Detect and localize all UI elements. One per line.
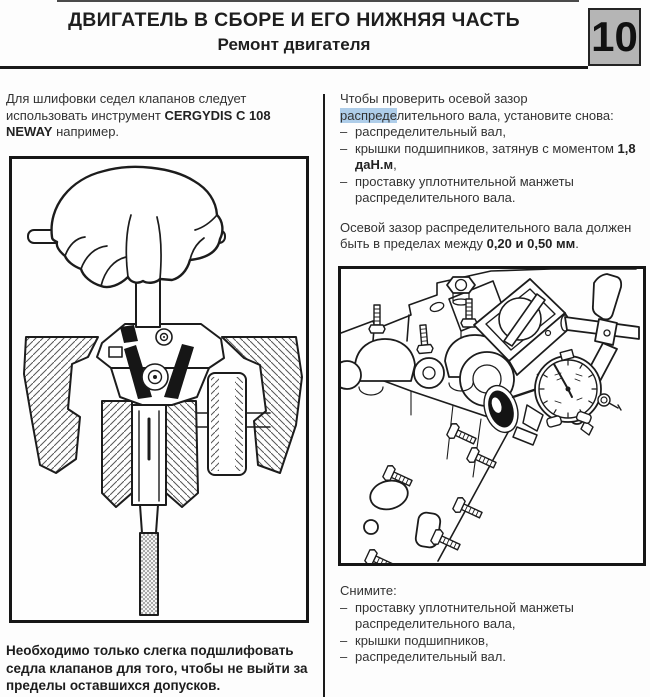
list-item (340, 124, 646, 141)
remove-item-spacer: проставку уплотнительной манжеты распределительного вала, (355, 599, 574, 631)
list-item (340, 174, 646, 207)
remove-list (340, 600, 640, 666)
install-item-caps-text: крышки подшипников, затянув с моментом (355, 140, 618, 156)
list-item (340, 649, 640, 666)
list-item (340, 141, 646, 174)
highlighted-selection: распреде (340, 107, 397, 123)
camshaft-endplay-illustration (341, 269, 643, 563)
install-item-caps (355, 141, 646, 174)
remove-title: Снимите: (340, 583, 397, 598)
tool-name: CERGYDIS C 108 NEWAY (6, 107, 271, 139)
install-item-caps-tail: , (393, 157, 397, 172)
list-dash: – (340, 173, 348, 189)
clearance-text: Осевой зазор распределительного вала должен быть в пределах между (340, 219, 632, 251)
remove-section (340, 583, 640, 666)
list-item (340, 600, 640, 633)
install-item-spacer: проставку уплотнительной манжеты распределительного вала. (355, 173, 574, 205)
list-dash: – (340, 124, 348, 139)
remove-item-caps: крышки подшипников, (355, 632, 489, 648)
clearance-value: 0,20 и 0,50 мм (486, 236, 576, 251)
figure-frame-right (338, 266, 646, 566)
install-item-camshaft: распределительный вал, (355, 124, 506, 139)
grinding-intro-text: Для шлифовки седел клапанов следует использовать инструмент (6, 91, 247, 123)
grinding-warning-note: Необходимо только слегка подшлифовать седла клапанов для того, чтобы не выйти за пределы оставшихся допусков. (6, 643, 308, 693)
install-list (340, 124, 646, 207)
page-subtitle: Ремонт двигателя (217, 35, 371, 54)
page-header (0, 8, 588, 54)
section-number-box (588, 8, 641, 66)
right-column (340, 91, 646, 253)
grinding-intro-paragraph (6, 91, 312, 141)
scan-top-edge-bar (57, 0, 579, 2)
list-dash: – (340, 599, 348, 615)
clearance-paragraph (340, 220, 646, 253)
torque-value: 1,8 даН.м (355, 140, 636, 172)
list-dash: – (340, 649, 348, 664)
figure-frame-left (9, 156, 309, 623)
list-item (340, 633, 640, 650)
column-divider (323, 94, 325, 697)
endplay-check-paragraph (340, 91, 646, 124)
section-number: 10 (591, 13, 638, 60)
header-rule (0, 66, 588, 69)
remove-item-camshaft: распределительный вал. (355, 649, 506, 664)
page-title: ДВИГАТЕЛЬ В СБОРЕ И ЕГО НИЖНЯЯ ЧАСТЬ (68, 9, 520, 31)
clearance-tail: . (575, 236, 579, 251)
endplay-check-text: Чтобы проверить осевой зазор (340, 91, 528, 106)
list-dash: – (340, 632, 348, 648)
endplay-check-tail: лительного вала, установите снова: (396, 107, 614, 123)
list-dash: – (340, 140, 348, 156)
grinding-intro-tail: например. (52, 124, 120, 139)
valve-seat-grinder-illustration (12, 159, 306, 620)
left-column (6, 91, 312, 141)
